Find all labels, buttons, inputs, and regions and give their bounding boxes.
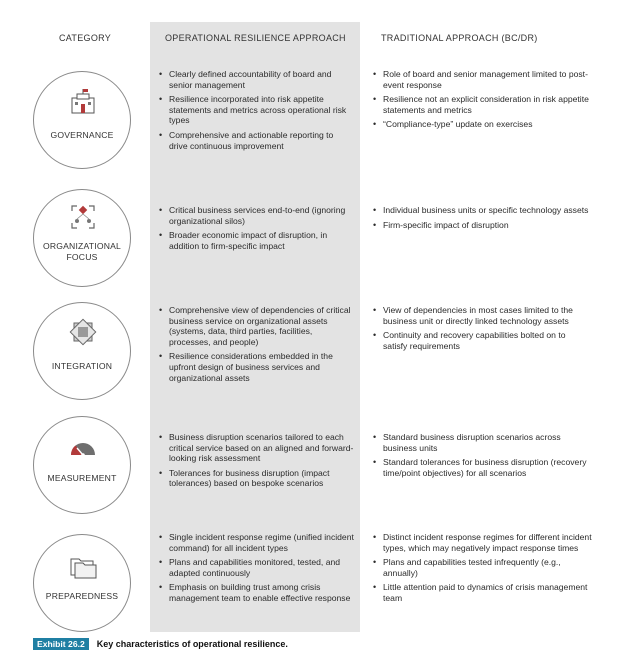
list-item: • Standard business disruption scenarios across business units: [372, 432, 592, 453]
exhibit-caption: [33, 637, 288, 651]
list-item: • Broader economic impact of disruption, in addition to firm-specific impact: [158, 230, 354, 251]
traditional-list-preparedness: [372, 532, 592, 608]
folders-icon: [68, 551, 98, 581]
list-item: • Continuity and recovery capabilities bolted on to satisfy requirements: [372, 330, 592, 351]
list-item: • Resilience considerations embedded in the upfront design of business services and organizational assets: [158, 351, 354, 383]
category-label-line: ORGANIZATIONAL: [42, 241, 122, 251]
list-item: • Comprehensive view of dependencies of critical business service on organizational assets (systems, data, third parties, facilities, processes, and people): [158, 305, 354, 347]
gauge-icon: [68, 433, 98, 463]
list-item: • Critical business services end-to-end (ignoring organizational silos): [158, 205, 354, 226]
list-item: • Standard tolerances for business disruption (recovery time/point objectives) for all scenarios: [372, 457, 592, 478]
operational-list-governance: [158, 69, 354, 155]
list-item: • Distinct incident response regimes for different incident types, which may negatively impact response times: [372, 532, 592, 553]
header-category: CATEGORY: [59, 33, 112, 43]
operational-list-integration: [158, 305, 354, 387]
category-organizational-focus: [33, 189, 131, 287]
list-item: • Resilience not an explicit consideration in risk appetite statements and metrics: [372, 94, 592, 115]
traditional-list-integration: [372, 305, 592, 355]
list-item: • Little attention paid to dynamics of crisis management team: [372, 582, 592, 603]
list-item: • Firm-specific impact of disruption: [372, 220, 592, 231]
list-item: • “Compliance-type” update on exercises: [372, 119, 592, 130]
category-label-line: PREPAREDNESS: [45, 591, 119, 601]
list-item: • Business disruption scenarios tailored to each critical service based on an aligned and forward-looking risk assessment: [158, 432, 354, 464]
category-governance: [33, 71, 131, 169]
list-item: • Role of board and senior management limited to post-event response: [372, 69, 592, 90]
list-item: • View of dependencies in most cases limited to the business unit or directly linked technology assets: [372, 305, 592, 326]
list-item: • Comprehensive and actionable reporting to drive continuous improvement: [158, 130, 354, 151]
category-label-line: FOCUS: [66, 252, 98, 262]
header-traditional: TRADITIONAL APPROACH (BC/DR): [381, 33, 538, 43]
category-preparedness: [33, 534, 131, 632]
caption-text: Key characteristics of operational resilience.: [96, 639, 288, 649]
list-item: • Emphasis on building trust among crisis management team to enable effective response: [158, 582, 354, 603]
category-label-line: INTEGRATION: [51, 361, 113, 371]
list-item: • Plans and capabilities monitored, tested, and adapted continuously: [158, 557, 354, 578]
category-label-line: GOVERNANCE: [50, 130, 114, 140]
header-operational: OPERATIONAL RESILIENCE APPROACH: [165, 33, 346, 43]
list-item: • Plans and capabilities tested infrequently (e.g., annually): [372, 557, 592, 578]
list-item: • Tolerances for business disruption (impact tolerances) based on bespoke scenarios: [158, 468, 354, 489]
building-icon: [68, 88, 98, 118]
integration-star-icon: [68, 317, 98, 347]
category-measurement: [33, 416, 131, 514]
traditional-list-measurement: [372, 432, 592, 482]
category-integration: [33, 302, 131, 400]
list-item: • Resilience incorporated into risk appetite statements and metrics across operational risk types: [158, 94, 354, 126]
operational-list-organizational-focus: [158, 205, 354, 255]
list-item: • Clearly defined accountability of board and senior management: [158, 69, 354, 90]
traditional-list-governance: [372, 69, 592, 134]
focus-target-icon: [68, 202, 98, 232]
category-label-line: MEASUREMENT: [47, 473, 117, 483]
list-item: • Individual business units or specific technology assets: [372, 205, 592, 216]
exhibit-badge: Exhibit 26.2: [33, 638, 89, 650]
operational-list-preparedness: [158, 532, 354, 608]
traditional-list-organizational-focus: [372, 205, 592, 234]
operational-list-measurement: [158, 432, 354, 493]
list-item: • Single incident response regime (unified incident command) for all incident types: [158, 532, 354, 553]
